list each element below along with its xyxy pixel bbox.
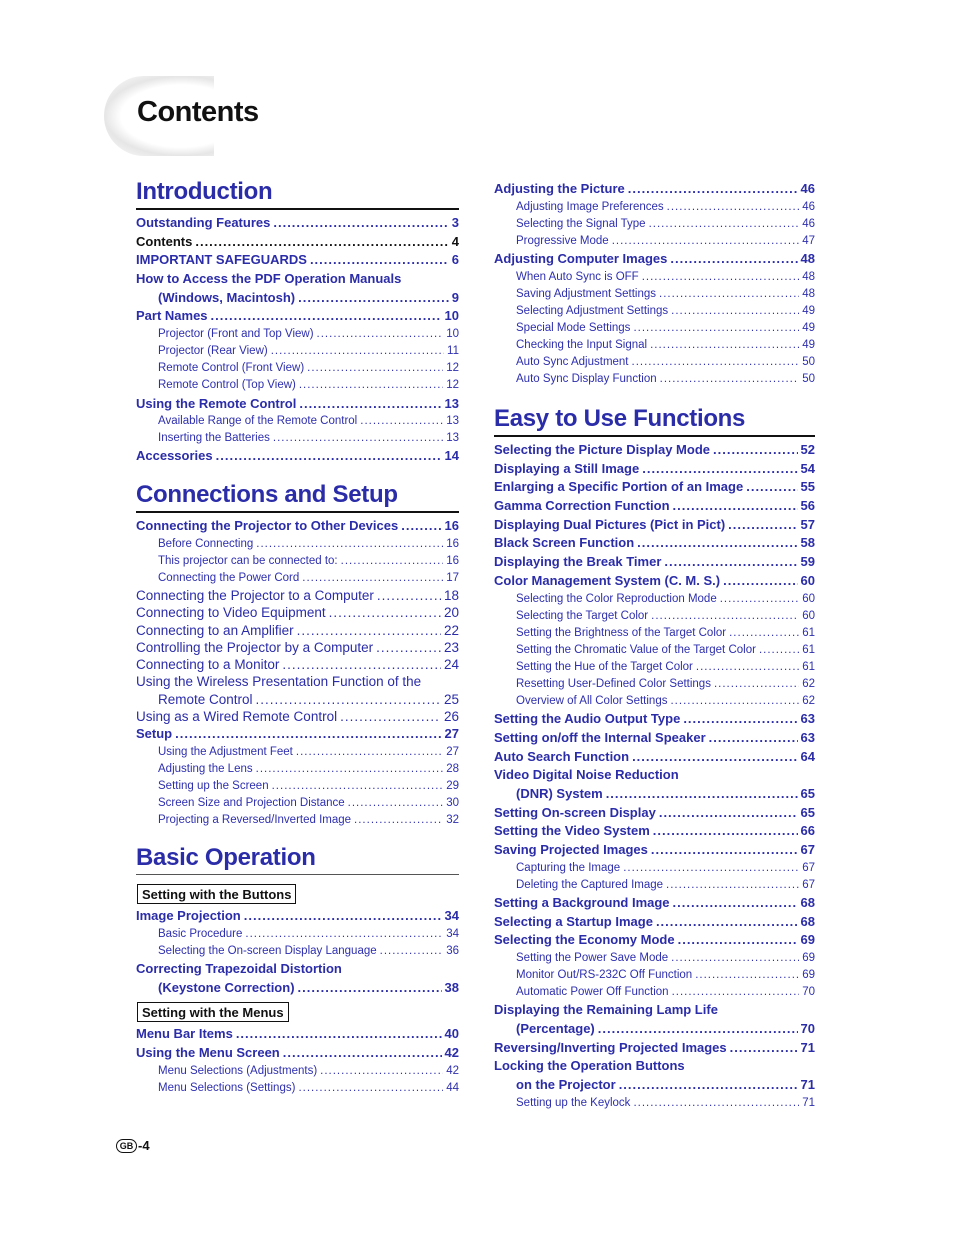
toc-entry[interactable]: How to Access the PDF Operation Manuals bbox=[136, 271, 402, 287]
toc-entry[interactable]: Accessories ..... 14 bbox=[136, 447, 459, 466]
toc-entry[interactable]: Displaying Dual Pictures (Pict in Pict) ..... 57 bbox=[494, 516, 815, 535]
toc-entry[interactable]: Menu Bar Items ..... 40 bbox=[136, 1025, 459, 1044]
toc-entry[interactable]: Black Screen Function ..... 58 bbox=[494, 534, 815, 553]
toc-entry[interactable]: Connecting to Video Equipment ..... 20 bbox=[136, 604, 459, 621]
toc-entry[interactable]: (Keystone Correction) ..... 38 bbox=[136, 979, 459, 998]
toc-entry[interactable]: (Windows, Macintosh) ..... 9 bbox=[136, 289, 459, 308]
section-easy-to-use bbox=[494, 404, 815, 1112]
toc-subentry[interactable]: Setting the Brightness of the Target Color ..... 61 bbox=[494, 625, 815, 642]
toc-subentry[interactable]: Connecting the Power Cord ..... 17 bbox=[136, 570, 459, 587]
toc-subentry[interactable]: Inserting the Batteries ..... 13 bbox=[136, 430, 459, 447]
toc-entry[interactable]: Selecting the Economy Mode ..... 69 bbox=[494, 931, 815, 950]
toc-entry[interactable]: Connecting the Projector to a Computer ..... 18 bbox=[136, 587, 459, 604]
toc-subentry[interactable]: Setting up the Screen ..... 29 bbox=[136, 778, 459, 795]
toc-subentry[interactable]: Projecting a Reversed/Inverted Image ..... 32 bbox=[136, 812, 459, 829]
toc-subentry[interactable]: Remote Control (Front View) ..... 12 bbox=[136, 360, 459, 377]
toc-entry[interactable]: Auto Search Function ..... 64 bbox=[494, 748, 815, 767]
toc-subentry[interactable]: Monitor Out/RS-232C Off Function ..... 69 bbox=[494, 967, 815, 984]
section-adjusting bbox=[494, 180, 815, 388]
toc-subentry[interactable]: Saving Adjustment Settings ..... 48 bbox=[494, 286, 815, 303]
toc-subentry[interactable]: Overview of All Color Settings ..... 62 bbox=[494, 693, 815, 710]
toc-entry[interactable]: Outstanding Features ..... 3 bbox=[136, 214, 459, 233]
toc-entry[interactable]: Displaying a Still Image ..... 54 bbox=[494, 460, 815, 479]
toc-entry[interactable]: Selecting a Startup Image ..... 68 bbox=[494, 913, 815, 932]
toc-entry[interactable]: Controlling the Projector by a Computer ..... 23 bbox=[136, 639, 459, 656]
toc-entry[interactable]: Connecting to a Monitor ..... 24 bbox=[136, 656, 459, 673]
toc-entry[interactable]: Video Digital Noise Reduction bbox=[494, 767, 679, 783]
section-basic-operation bbox=[136, 843, 459, 1097]
section-heading: Basic Operation bbox=[136, 844, 316, 871]
toc-entry[interactable]: Selecting the Picture Display Mode ..... 52 bbox=[494, 441, 815, 460]
toc-subentry[interactable]: Menu Selections (Adjustments) ..... 42 bbox=[136, 1063, 459, 1080]
toc-entry[interactable]: (DNR) System ..... 65 bbox=[494, 785, 815, 804]
toc-subentry[interactable]: Progressive Mode ..... 47 bbox=[494, 233, 815, 250]
toc-subentry[interactable]: Selecting Adjustment Settings ..... 49 bbox=[494, 303, 815, 320]
toc-entry[interactable]: Adjusting the Picture ..... 46 bbox=[494, 180, 815, 199]
toc-subentry[interactable]: Setting up the Keylock ..... 71 bbox=[494, 1095, 815, 1112]
toc-entry[interactable]: Using the Menu Screen ..... 42 bbox=[136, 1044, 459, 1063]
toc-entry[interactable]: Remote Control ..... 25 bbox=[136, 691, 459, 708]
subsection-box-buttons: Setting with the Buttons bbox=[137, 884, 296, 904]
section-heading: Introduction bbox=[136, 178, 273, 205]
section-rule bbox=[136, 511, 459, 513]
toc-subentry[interactable]: Resetting User-Defined Color Settings ..... 62 bbox=[494, 676, 815, 693]
toc-subentry[interactable]: Capturing the Image ..... 67 bbox=[494, 860, 815, 877]
page-number-text: -4 bbox=[138, 1138, 150, 1153]
toc-subentry[interactable]: Checking the Input Signal ..... 49 bbox=[494, 337, 815, 354]
toc-subentry[interactable]: Selecting the Color Reproduction Mode ..... 60 bbox=[494, 591, 815, 608]
toc-entry[interactable]: Setting a Background Image ..... 68 bbox=[494, 894, 815, 913]
toc-entry[interactable]: Setting On-screen Display ..... 65 bbox=[494, 804, 815, 823]
toc-entry[interactable]: Reversing/Inverting Projected Images ..... 71 bbox=[494, 1039, 815, 1058]
toc-subentry[interactable]: Setting the Chromatic Value of the Target Color ..... 61 bbox=[494, 642, 815, 659]
toc-entry[interactable]: Connecting the Projector to Other Devices ..... 16 bbox=[136, 517, 459, 536]
toc-subentry[interactable]: Special Mode Settings ..... 49 bbox=[494, 320, 815, 337]
toc-entry[interactable]: on the Projector ..... 71 bbox=[494, 1076, 815, 1095]
subsection-box-menus: Setting with the Menus bbox=[137, 1002, 289, 1022]
toc-entry[interactable]: Enlarging a Specific Portion of an Image ..... 55 bbox=[494, 478, 815, 497]
gb-badge: GB bbox=[116, 1139, 137, 1153]
page-title: Contents bbox=[137, 96, 259, 128]
toc-subentry[interactable]: Available Range of the Remote Control ..... 13 bbox=[136, 413, 459, 430]
toc-subentry[interactable]: Projector (Front and Top View) ..... 10 bbox=[136, 326, 459, 343]
toc-entry[interactable]: Correcting Trapezoidal Distortion bbox=[136, 960, 342, 976]
section-heading: Easy to Use Functions bbox=[494, 405, 746, 432]
toc-subentry[interactable]: Selecting the Target Color ..... 60 bbox=[494, 608, 815, 625]
toc-subentry[interactable]: Using the Adjustment Feet ..... 27 bbox=[136, 744, 459, 761]
section-heading: Connections and Setup bbox=[136, 481, 398, 508]
toc-entry[interactable]: Gamma Correction Function ..... 56 bbox=[494, 497, 815, 516]
toc-entry[interactable]: Setting the Audio Output Type ..... 63 bbox=[494, 710, 815, 729]
toc-entry[interactable]: Using the Remote Control ..... 13 bbox=[136, 395, 459, 414]
toc-entry[interactable]: (Percentage) ..... 70 bbox=[494, 1020, 815, 1039]
toc-subentry[interactable]: Auto Sync Display Function ..... 50 bbox=[494, 371, 815, 388]
toc-entry[interactable]: Locking the Operation Buttons bbox=[494, 1058, 685, 1074]
toc-subentry[interactable]: Basic Procedure ..... 34 bbox=[136, 926, 459, 943]
toc-entry[interactable]: Saving Projected Images ..... 67 bbox=[494, 841, 815, 860]
toc-entry[interactable]: Adjusting Computer Images ..... 48 bbox=[494, 250, 815, 269]
toc-subentry[interactable]: This projector can be connected to: ..... 16 bbox=[136, 553, 459, 570]
toc-entry[interactable]: Displaying the Break Timer ..... 59 bbox=[494, 553, 815, 572]
toc-entry[interactable]: Color Management System (C. M. S.) ..... 60 bbox=[494, 572, 815, 591]
toc-subentry[interactable]: Automatic Power Off Function ..... 70 bbox=[494, 984, 815, 1001]
toc-subentry[interactable]: Projector (Rear View) ..... 11 bbox=[136, 343, 459, 360]
toc-subentry[interactable]: Remote Control (Top View) ..... 12 bbox=[136, 377, 459, 394]
toc-entry[interactable]: Part Names ..... 10 bbox=[136, 307, 459, 326]
section-introduction bbox=[136, 177, 459, 466]
toc-subentry[interactable]: Setting the Power Save Mode ..... 69 bbox=[494, 950, 815, 967]
toc-subentry[interactable]: Selecting the Signal Type ..... 46 bbox=[494, 216, 815, 233]
toc-entry[interactable]: Displaying the Remaining Lamp Life bbox=[494, 1002, 718, 1018]
section-connections bbox=[136, 480, 459, 830]
toc-subentry[interactable]: Before Connecting ..... 16 bbox=[136, 536, 459, 553]
toc-entry[interactable]: Connecting to an Amplifier ..... 22 bbox=[136, 622, 459, 639]
toc-subentry[interactable]: Screen Size and Projection Distance ..... 30 bbox=[136, 795, 459, 812]
toc-subentry[interactable]: Adjusting Image Preferences ..... 46 bbox=[494, 199, 815, 216]
section-rule bbox=[494, 435, 815, 437]
toc-entry[interactable]: Setup ..... 27 bbox=[136, 725, 459, 744]
toc-entry[interactable]: Setting the Video System ..... 66 bbox=[494, 822, 815, 841]
toc-subentry[interactable]: Adjusting the Lens ..... 28 bbox=[136, 761, 459, 778]
toc-entry[interactable]: Setting on/off the Internal Speaker ..... 63 bbox=[494, 729, 815, 748]
toc-entry[interactable]: Using the Wireless Presentation Function of the bbox=[136, 674, 422, 690]
toc-entry[interactable]: Image Projection ..... 34 bbox=[136, 907, 459, 926]
page-number bbox=[116, 1138, 150, 1153]
toc-entry[interactable]: IMPORTANT SAFEGUARDS ..... 6 bbox=[136, 251, 459, 270]
toc-subentry[interactable]: Setting the Hue of the Target Color ..... 61 bbox=[494, 659, 815, 676]
toc-subentry[interactable]: When Auto Sync is OFF ..... 48 bbox=[494, 269, 815, 286]
toc-entry[interactable]: Contents ..... 4 bbox=[136, 233, 459, 252]
toc-subentry[interactable]: Selecting the On-screen Display Language ..... 36 bbox=[136, 943, 459, 960]
toc-entry[interactable]: Using as a Wired Remote Control ..... 26 bbox=[136, 708, 459, 725]
toc-subentry[interactable]: Auto Sync Adjustment ..... 50 bbox=[494, 354, 815, 371]
toc-subentry[interactable]: Menu Selections (Settings) ..... 44 bbox=[136, 1080, 459, 1097]
toc-subentry[interactable]: Deleting the Captured Image ..... 67 bbox=[494, 877, 815, 894]
section-rule bbox=[136, 874, 459, 875]
section-rule bbox=[136, 208, 459, 210]
